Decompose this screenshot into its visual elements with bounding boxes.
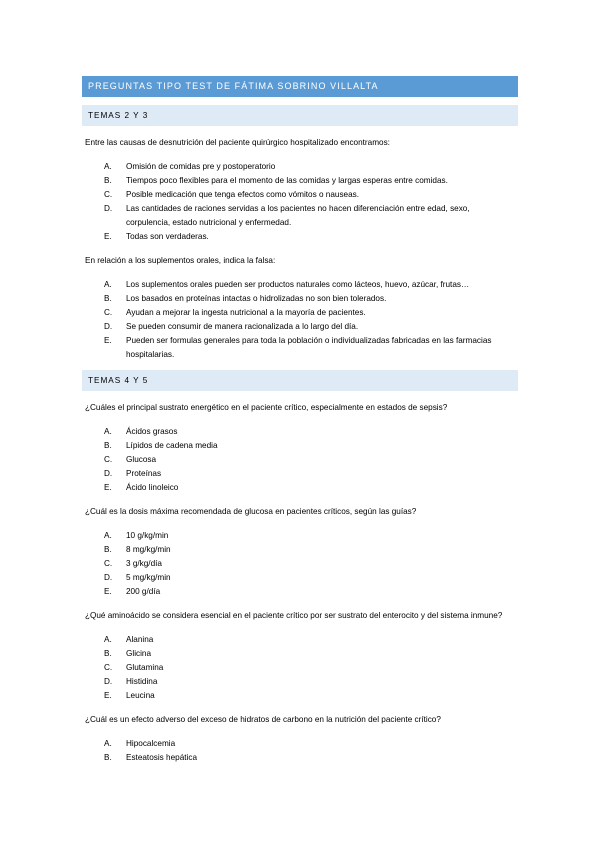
option-letter: A.: [104, 162, 112, 171]
answer-option: [82, 425, 518, 439]
option-letter: C.: [104, 190, 113, 199]
document-title: PREGUNTAS TIPO TEST DE FÁTIMA SOBRINO VILLALTA: [82, 76, 518, 97]
question-text: ¿Cuál es un efecto adverso del exceso de hidratos de carbono en la nutrición del paciente crítico?: [85, 715, 441, 724]
option-text: Ayudan a mejorar la ingesta nutricional a la mayoría de pacientes.: [126, 308, 366, 317]
answer-option: [82, 751, 518, 765]
answer-option: [82, 188, 518, 202]
option-text: Omisión de comidas pre y postoperatorio: [126, 162, 276, 171]
answer-option: [82, 585, 518, 599]
question-text: En relación a los suplementos orales, indica la falsa:: [85, 256, 276, 265]
answer-option: [82, 529, 518, 543]
option-text: Esteatosis hepática: [126, 753, 198, 762]
option-letter: A.: [104, 739, 112, 748]
answer-option: [82, 278, 518, 292]
option-text: 8 mg/kg/min: [126, 545, 171, 554]
answer-option: [82, 467, 518, 481]
option-letter: A.: [104, 635, 112, 644]
option-letter: C.: [104, 663, 113, 672]
answer-option: [82, 543, 518, 557]
answer-option: [82, 675, 518, 689]
option-letter: C.: [104, 455, 113, 464]
option-text: Las cantidades de raciones servidas a los pacientes no hacen diferenciación entre edad, sexo, corpulencia, estado nutricional y enfermedad.: [126, 204, 470, 227]
option-letter: B.: [104, 753, 112, 762]
answer-option: [82, 174, 518, 188]
question-text: ¿Cuáles el principal sustrato energético en el paciente crítico, especialmente en estados de sepsis?: [85, 403, 448, 412]
option-letter: A.: [104, 427, 112, 436]
option-text: Posible medicación que tenga efectos como vómitos o nauseas.: [126, 190, 360, 199]
answer-options: [82, 737, 518, 765]
answer-option: [82, 737, 518, 751]
option-letter: B.: [104, 294, 112, 303]
option-letter: B.: [104, 545, 112, 554]
option-letter: B.: [104, 649, 112, 658]
answer-option: [82, 689, 518, 703]
answer-option: [82, 453, 518, 467]
question-text: Entre las causas de desnutrición del paciente quirúrgico hospitalizado encontramos:: [85, 138, 390, 147]
option-letter: E.: [104, 232, 112, 241]
answer-options: [82, 633, 518, 703]
answer-option: [82, 571, 518, 585]
option-text: Leucina: [126, 691, 155, 700]
option-letter: E.: [104, 483, 112, 492]
option-letter: A.: [104, 531, 112, 540]
option-letter: D.: [104, 573, 113, 582]
option-text: Tiempos poco flexibles para el momento de las comidas y largas esperas entre comidas.: [126, 176, 448, 185]
option-text: Los basados en proteínas intactas o hidrolizadas no son bien tolerados.: [126, 294, 387, 303]
option-text: Se pueden consumir de manera racionalizada a lo largo del día.: [126, 322, 359, 331]
answer-option: [82, 230, 518, 244]
document-body: [82, 76, 518, 765]
option-text: Glucosa: [126, 455, 157, 464]
option-text: Los suplementos orales pueden ser productos naturales como lácteos, huevo, azúcar, frutas…: [126, 280, 470, 289]
option-text: 3 g/kg/día: [126, 559, 162, 568]
answer-options: [82, 160, 518, 244]
sections-container: [82, 105, 518, 765]
option-letter: D.: [104, 677, 113, 686]
option-text: Todas son verdaderas.: [126, 232, 209, 241]
option-text: Ácidos grasos: [126, 427, 178, 436]
answer-option: [82, 647, 518, 661]
option-letter: D.: [104, 204, 113, 213]
section-heading: TEMAS 2 Y 3: [82, 105, 518, 126]
option-letter: B.: [104, 441, 112, 450]
option-letter: E.: [104, 691, 112, 700]
option-letter: B.: [104, 176, 112, 185]
option-letter: C.: [104, 308, 113, 317]
answer-option: [82, 320, 518, 334]
option-letter: D.: [104, 322, 113, 331]
answer-option: [82, 661, 518, 675]
answer-options: [82, 278, 518, 362]
option-text: Proteínas: [126, 469, 162, 478]
option-text: Hipocalcemia: [126, 739, 176, 748]
option-letter: D.: [104, 469, 113, 478]
option-letter: E.: [104, 587, 112, 596]
answer-option: [82, 633, 518, 647]
answer-option: [82, 160, 518, 174]
answer-option: [82, 292, 518, 306]
option-text: Lípidos de cadena media: [126, 441, 218, 450]
option-letter: C.: [104, 559, 113, 568]
answer-option: [82, 557, 518, 571]
option-text: Ácido linoleico: [126, 483, 179, 492]
section-heading: TEMAS 4 Y 5: [82, 370, 518, 391]
option-letter: A.: [104, 280, 112, 289]
answer-option: [82, 481, 518, 495]
option-text: 5 mg/kg/min: [126, 573, 171, 582]
option-text: Histidina: [126, 677, 158, 686]
option-text: 10 g/kg/min: [126, 531, 169, 540]
answer-option: [82, 439, 518, 453]
answer-options: [82, 529, 518, 599]
option-text: Glutamina: [126, 663, 164, 672]
answer-options: [82, 425, 518, 495]
answer-option: [82, 306, 518, 320]
answer-option: [82, 334, 518, 362]
option-text: 200 g/día: [126, 587, 161, 596]
option-text: Pueden ser formulas generales para toda la población o individualizadas fabricadas en las farmacias hospitalarias.: [126, 336, 492, 359]
question-text: ¿Qué aminoácido se considera esencial en el paciente crítico por ser sustrato del enterocito y del sistema inmune?: [85, 611, 503, 620]
answer-option: [82, 202, 518, 230]
option-text: Glicina: [126, 649, 152, 658]
option-text: Alanina: [126, 635, 154, 644]
question-text: ¿Cuál es la dosis máxima recomendada de glucosa en pacientes críticos, según las guías?: [85, 507, 417, 516]
option-letter: E.: [104, 336, 112, 345]
